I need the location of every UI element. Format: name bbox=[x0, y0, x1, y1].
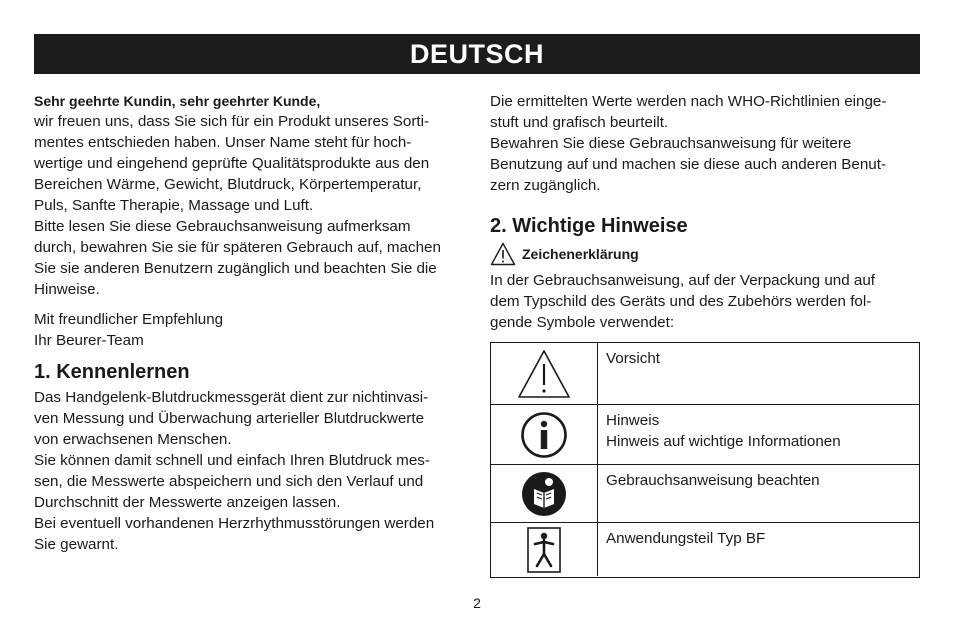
text-line: Bewahren Sie diese Gebrauchsanweisung für weitere bbox=[490, 135, 852, 152]
text-line: Das Handgelenk-Blutdruckmessgerät dient zur nichtinvasi- bbox=[34, 389, 429, 406]
symbol-cell bbox=[491, 343, 598, 404]
text-line: von erwachsenen Menschen. bbox=[34, 431, 232, 448]
text-line: Bereichen Wärme, Gewicht, Blutdruck, Körpertemperatur, bbox=[34, 176, 422, 193]
table-row bbox=[491, 523, 919, 576]
symbol-text: Vorsicht bbox=[606, 350, 661, 367]
type-bf-icon bbox=[527, 527, 561, 573]
warning-triangle-icon bbox=[517, 349, 571, 399]
symbol-description bbox=[598, 523, 773, 576]
header-title: DEUTSCH bbox=[409, 38, 544, 69]
text-line: Sie sie anderen Benutzern zugänglich und beachten Sie die bbox=[34, 260, 437, 277]
text-line: wir freuen uns, dass Sie sich für ein Produkt unseres Sorti- bbox=[34, 113, 430, 130]
text-line: Sie gewarnt. bbox=[34, 536, 119, 553]
warning-triangle-icon bbox=[490, 242, 516, 266]
symbol-text: Gebrauchsanweisung beachten bbox=[606, 472, 820, 489]
symbols-table bbox=[490, 342, 920, 578]
symbol-cell bbox=[491, 405, 598, 464]
text-line: zern zugänglich. bbox=[490, 177, 601, 194]
text-line: Ihr Beurer-Team bbox=[34, 332, 144, 349]
legend-label: Zeichenerklärung bbox=[522, 245, 639, 262]
table-row bbox=[491, 465, 919, 523]
page-number: 2 bbox=[473, 595, 481, 611]
symbol-text: Anwendungsteil Typ BF bbox=[606, 530, 766, 547]
symbol-description bbox=[598, 405, 849, 464]
legend-intro bbox=[490, 270, 922, 333]
intro-paragraph bbox=[34, 111, 466, 300]
text-line: Bei eventuell vorhandenen Herzrhythmusstörungen werden bbox=[34, 515, 435, 532]
text-line: Benutzung auf und machen sie diese auch anderen Benut- bbox=[490, 156, 887, 173]
read-manual-icon bbox=[520, 470, 568, 518]
symbol-text: Hinweis bbox=[606, 412, 660, 429]
text-line: stuft und grafisch beurteilt. bbox=[490, 114, 669, 131]
text-line: Sie können damit schnell und einfach Ihren Blutdruck mes- bbox=[34, 452, 430, 469]
text-line: Die ermittelten Werte werden nach WHO-Richtlinien einge- bbox=[490, 93, 887, 110]
greeting: Sehr geehrte Kundin, sehr geehrter Kunde, bbox=[34, 93, 321, 109]
text-line: Bitte lesen Sie diese Gebrauchsanweisung aufmerksam bbox=[34, 218, 411, 235]
text-line: durch, bewahren Sie sie für späteren Gebrauch auf, machen bbox=[34, 239, 441, 256]
section-1-body bbox=[34, 387, 466, 555]
section-2-title: 2. Wichtige Hinweise bbox=[490, 215, 688, 237]
section-1-title: 1. Kennenlernen bbox=[34, 361, 190, 383]
text-line: Mit freundlicher Empfehlung bbox=[34, 311, 224, 328]
text-line: ven Messung und Überwachung arterieller Blutdruckwerte bbox=[34, 410, 425, 427]
closing bbox=[34, 309, 466, 351]
table-row bbox=[491, 405, 919, 465]
who-paragraph bbox=[490, 91, 922, 196]
text-line: Durchschnitt der Messwerte anzeigen lassen. bbox=[34, 494, 341, 511]
symbol-cell bbox=[491, 523, 598, 576]
symbol-description bbox=[598, 465, 828, 522]
right-column bbox=[490, 91, 922, 333]
language-header bbox=[34, 34, 920, 74]
text-line: sen, die Messwerte abspeichern und sich den Verlauf und bbox=[34, 473, 424, 490]
info-icon bbox=[520, 411, 568, 459]
text-line: Puls, Sanfte Therapie, Massage und Luft. bbox=[34, 197, 314, 214]
left-column bbox=[34, 91, 466, 555]
legend-heading bbox=[490, 242, 922, 266]
text-line: dem Typschild des Geräts und des Zubehörs werden fol- bbox=[490, 293, 872, 310]
symbol-description bbox=[598, 343, 668, 404]
text-line: In der Gebrauchsanweisung, auf der Verpackung und auf bbox=[490, 272, 876, 289]
symbol-text: Hinweis auf wichtige Informationen bbox=[606, 433, 841, 450]
symbol-cell bbox=[491, 465, 598, 522]
text-line: gende Symbole verwendet: bbox=[490, 314, 675, 331]
text-line: wertige und eingehend geprüfte Qualitätsprodukte aus den bbox=[34, 155, 430, 172]
text-line: mentes entschieden haben. Unser Name steht für hoch- bbox=[34, 134, 412, 151]
text-line: Hinweise. bbox=[34, 281, 100, 298]
table-row bbox=[491, 343, 919, 405]
